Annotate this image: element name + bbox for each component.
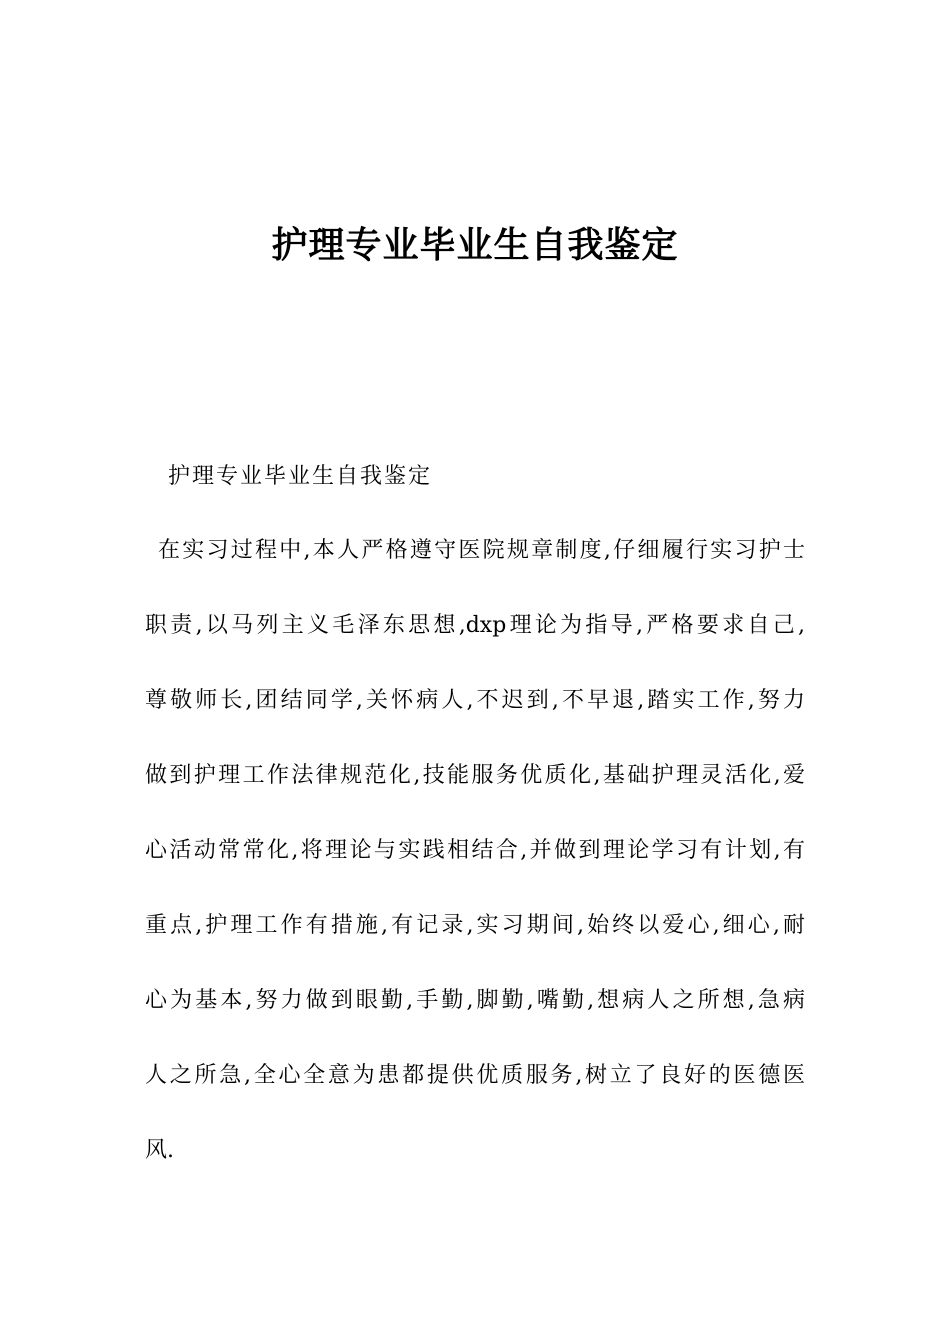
body-line-8: 人之所急,全心全意为患都提供优质服务,树立了良好的医德医 — [145, 1063, 805, 1088]
document-title: 护理专业毕业生自我鉴定 — [271, 225, 679, 266]
body-line-2: 职责,以马列主义毛泽东思想,dxp理论为指导,严格要求自己, — [145, 613, 805, 638]
body-line-6: 重点,护理工作有措施,有记录,实习期间,始终以爱心,细心,耐 — [145, 913, 805, 938]
body-line-9: 风. — [145, 1138, 174, 1163]
body-line-3: 尊敬师长,团结同学,关怀病人,不迟到,不早退,踏实工作,努力 — [145, 688, 805, 713]
body-line-5: 心活动常常化,将理论与实践相结合,并做到理论学习有计划,有 — [145, 838, 805, 863]
body-line-4: 做到护理工作法律规范化,技能服务优质化,基础护理灵活化,爱 — [145, 763, 805, 788]
body-line-7: 心为基本,努力做到眼勤,手勤,脚勤,嘴勤,想病人之所想,急病 — [145, 988, 805, 1013]
body-line-1: 在实习过程中,本人严格遵守医院规章制度,仔细履行实习护士 — [158, 538, 805, 563]
section-heading: 护理专业毕业生自我鉴定 — [168, 464, 433, 489]
